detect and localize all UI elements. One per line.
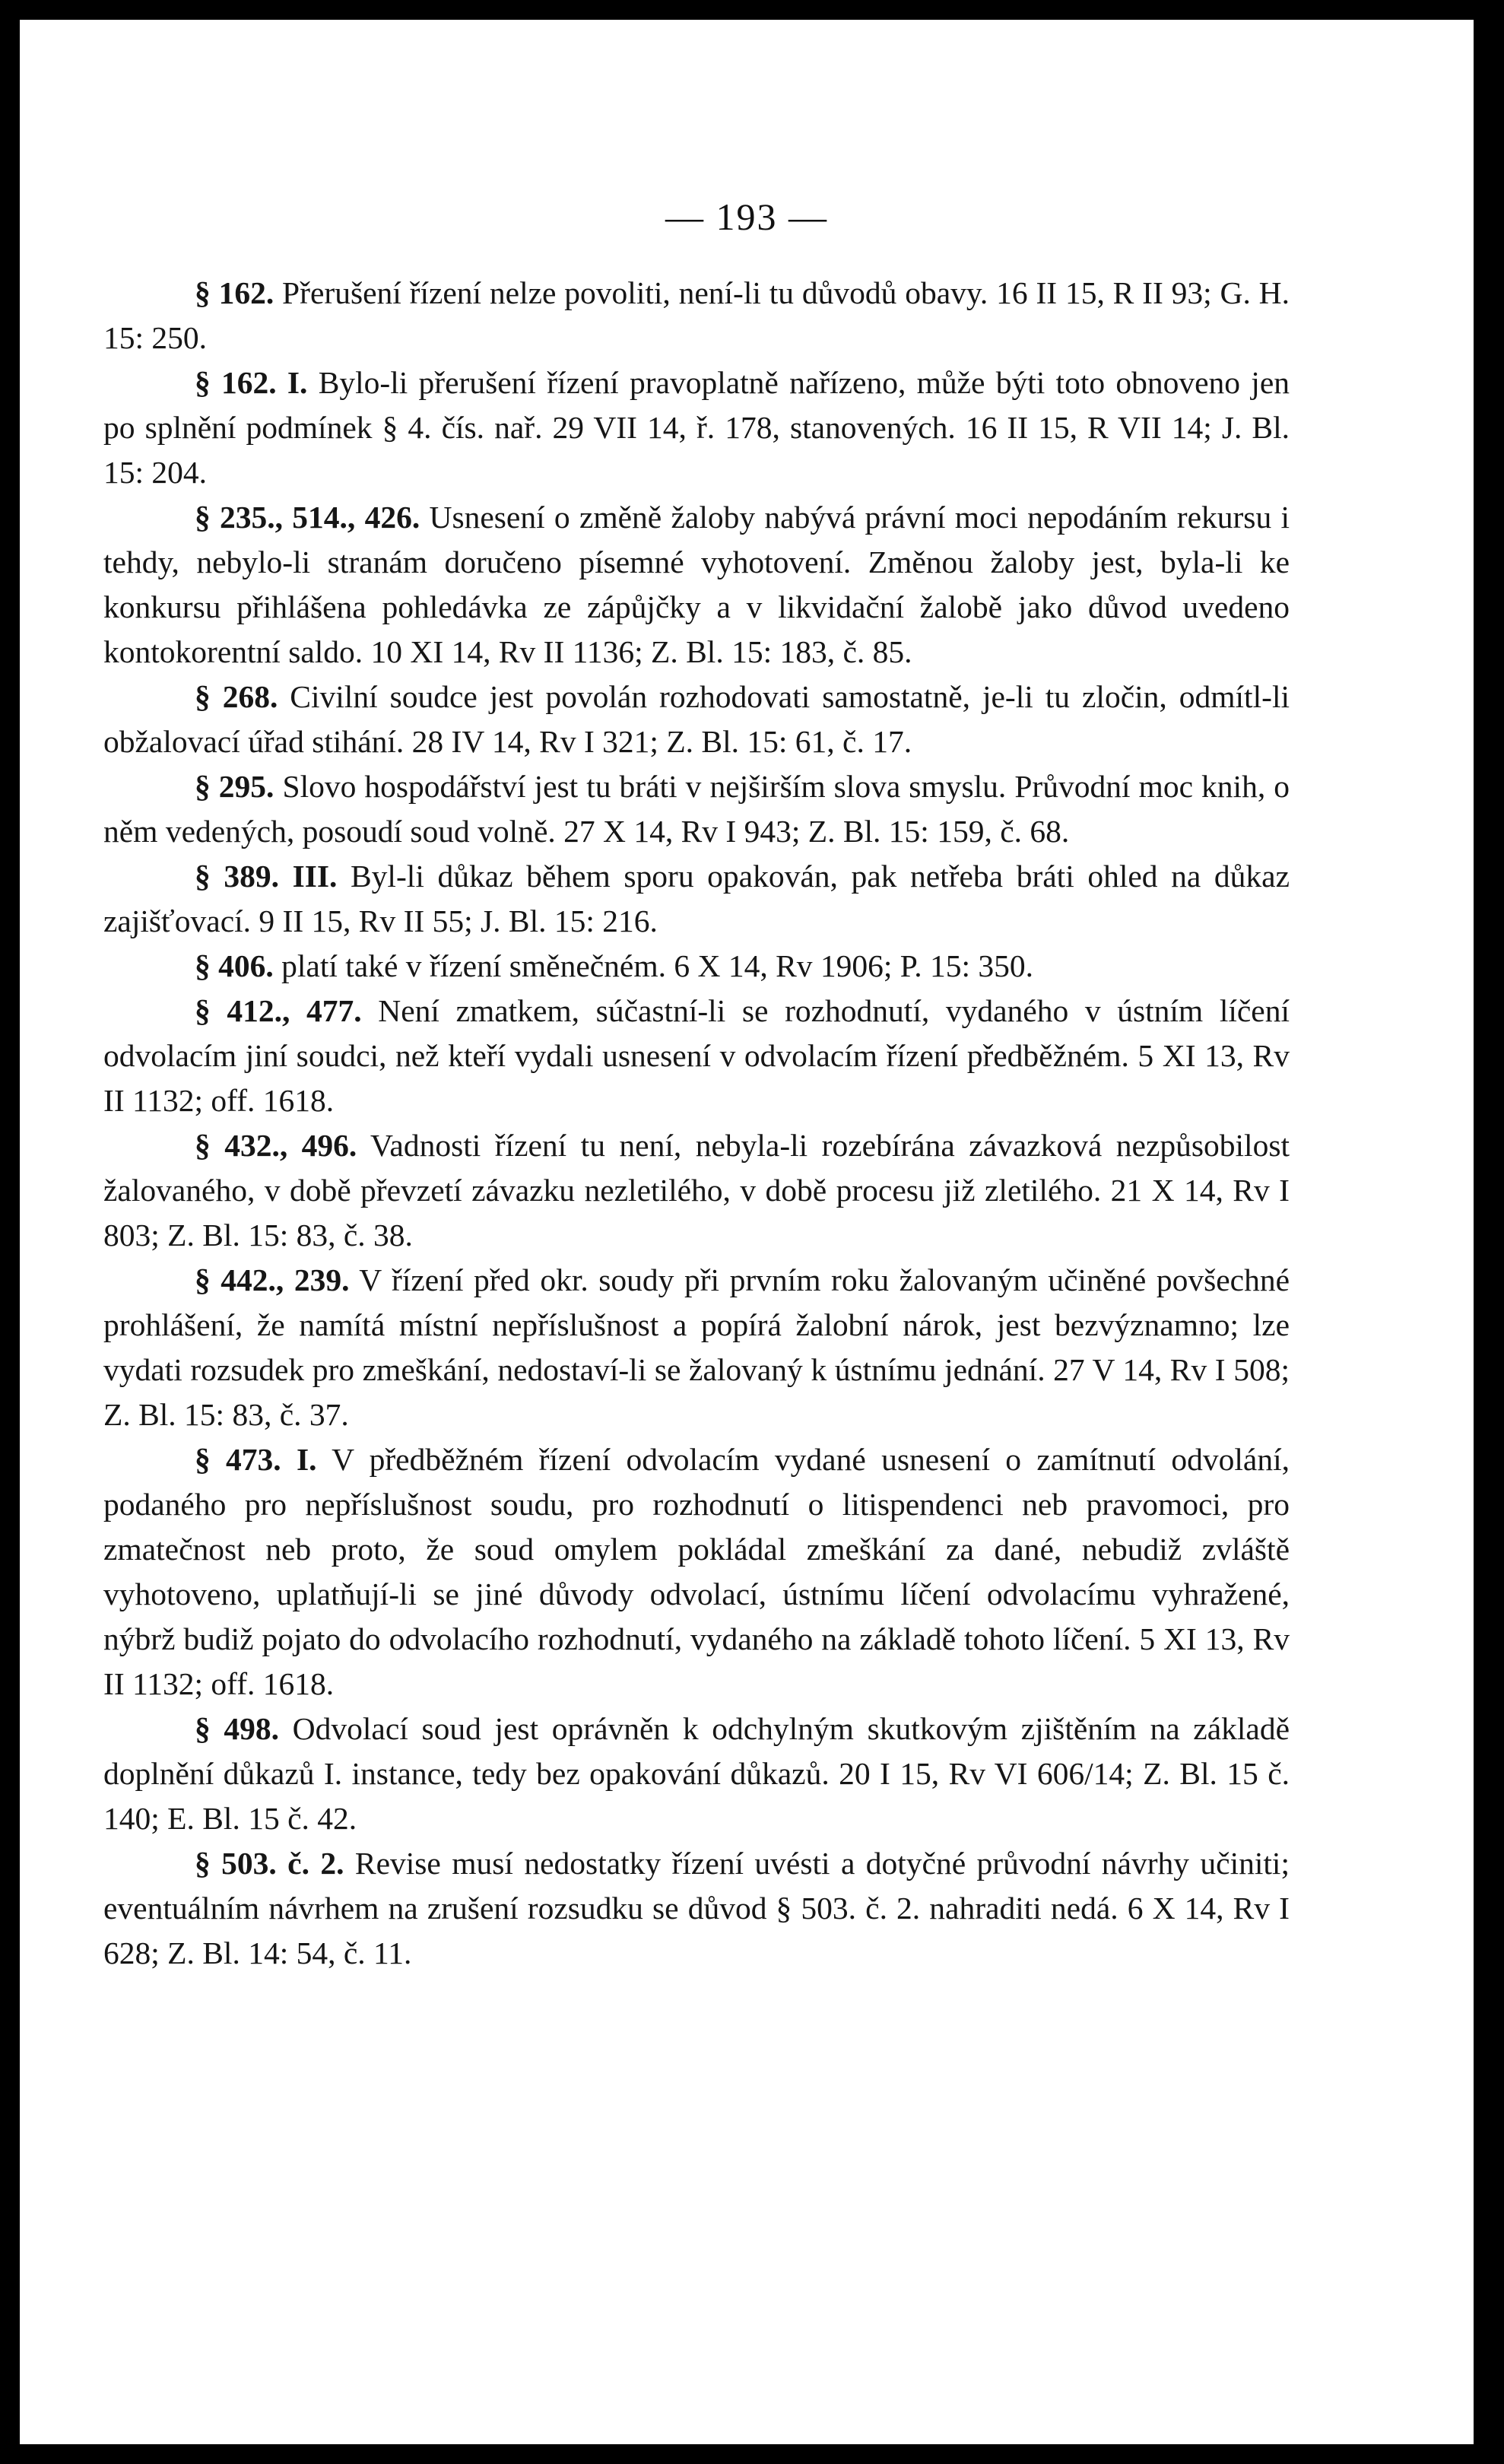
entry-295: [103, 764, 1290, 854]
entry-text: V předběžném řízení odvolacím vydané usnesení o zamítnutí odvolání, podaného pro nepříslušnost soudu, pro rozhodnutí o litispendenci neb pravomoci, pro zmatečnost neb proto, že soud omylem pokládal zmeškání za dané, nebudiž zvláště vyhotoveno, uplatňují-li se jiné důvody odvolací, ústnímu líčení odvolacímu vyhražené, nýbrž budiž pojato do odvolacího rozhodnutí, vydaného na základě tohoto líčení. 5 XI 13, Rv II 1132; off. 1618.: [103, 1442, 1290, 1701]
entry-162: [103, 271, 1290, 360]
entry-text: V řízení před okr. soudy při prvním roku žalovaným učiněné povšechné prohlášení, že namítá místní nepříslušnost a popírá žalobní nárok, jest bezvýznamno; lze vydati rozsudek pro zmeškání, nedostaví-li se žalovaný k ústnímu jednání. 27 V 14, Rv I 508; Z. Bl. 15: 83, č. 37.: [103, 1262, 1290, 1432]
entry-text: Byl-li důkaz během sporu opakován, pak netřeba bráti ohled na důkaz zajišťovací. 9 II 15, Rv II 55; J. Bl. 15: 216.: [103, 859, 1290, 938]
entry-text: Odvolací soud jest oprávněn k odchylným skutkovým zjištěním na základě doplnění důkazů I. instance, tedy bez opakování důkazů. 20 I 15, Rv VI 606/14; Z. Bl. 15 č. 140; E. Bl. 15 č. 42.: [103, 1711, 1290, 1836]
entry-498: [103, 1707, 1290, 1841]
entry-389: [103, 854, 1290, 944]
book-page: [20, 20, 1474, 2444]
page-number: — 193 —: [665, 195, 828, 238]
section-ref: § 235., 514., 426.: [195, 500, 420, 535]
entry-text: Slovo hospodářství jest tu bráti v nejširším slova smyslu. Průvodní moc knih, o něm vedených, posoudí soud volně. 27 X 14, Rv I 943; Z. Bl. 15: 159, č. 68.: [103, 769, 1290, 849]
entry-text: Není zmatkem, súčastní-li se rozhodnutí, vydaného v ústním líčení odvolacím jiní soudci, než kteří vydali usnesení v odvolacím řízení předběžném. 5 XI 13, Rv II 1132; off. 1618.: [103, 993, 1290, 1118]
entry-text: Revise musí nedostatky řízení uvésti a dotyčné průvodní návrhy učiniti; eventuálním návrhem na zrušení rozsudku se důvod § 503. č. 2. nahraditi nedá. 6 X 14, Rv I 628; Z. Bl. 14: 54, č. 11.: [103, 1846, 1290, 1970]
section-ref: § 162.: [195, 275, 274, 310]
entry-412: [103, 989, 1290, 1123]
section-ref: § 268.: [195, 679, 278, 714]
section-ref: § 503. č. 2.: [195, 1846, 344, 1881]
entry-432: [103, 1123, 1290, 1258]
entry-text: platí také v řízení směnečném. 6 X 14, Rv 1906; P. 15: 350.: [273, 948, 1034, 983]
section-ref: § 406.: [195, 948, 274, 983]
entry-503: [103, 1841, 1290, 1976]
entry-235: [103, 495, 1290, 675]
entry-473: [103, 1437, 1290, 1707]
entry-442: [103, 1258, 1290, 1437]
entry-text: Bylo-li přerušení řízení pravoplatně nařízeno, může býti toto obnoveno jen po splnění podmínek § 4. čís. nař. 29 VII 14, ř. 178, stanovených. 16 II 15, R VII 14; J. Bl. 15: 204.: [103, 365, 1290, 490]
entry-text: Civilní soudce jest povolán rozhodovati samostatně, je-li tu zločin, odmítl-li obžalovací úřad stihání. 28 IV 14, Rv I 321; Z. Bl. 15: 61, č. 17.: [103, 679, 1290, 759]
section-ref: § 295.: [195, 769, 274, 804]
entry-text: Přerušení řízení nelze povoliti, není-li tu důvodů obavy. 16 II 15, R II 93; G. H. 15: 250.: [103, 275, 1290, 355]
section-ref: § 473. I.: [195, 1442, 317, 1477]
entry-text: Usnesení o změně žaloby nabývá právní moci nepodáním rekursu i tehdy, nebylo-li stranám doručeno písemné vyhotovení. Změnou žaloby jest, byla-li ke konkursu přihlášena pohledávka ze zápůjčky a v likvidační žalobě jako důvod uvedeno kontokorentní saldo. 10 XI 14, Rv II 1136; Z. Bl. 15: 183, č. 85.: [103, 500, 1290, 669]
entry-268: [103, 675, 1290, 764]
entry-text: Vadnosti řízení tu není, nebyla-li rozebírána závazková nezpůsobilost žalovaného, v době převzetí závazku nezletilého, v době procesu již zletilého. 21 X 14, Rv I 803; Z. Bl. 15: 83, č. 38.: [103, 1128, 1290, 1253]
section-ref: § 442., 239.: [195, 1262, 350, 1297]
section-ref: § 412., 477.: [195, 993, 362, 1028]
entry-162-i: [103, 360, 1290, 495]
section-ref: § 389. III.: [195, 859, 338, 894]
section-ref: § 432., 496.: [195, 1128, 357, 1163]
page-content: [103, 271, 1290, 1976]
section-ref: § 162. I.: [195, 365, 308, 400]
entry-406: [103, 944, 1290, 989]
section-ref: § 498.: [195, 1711, 280, 1746]
